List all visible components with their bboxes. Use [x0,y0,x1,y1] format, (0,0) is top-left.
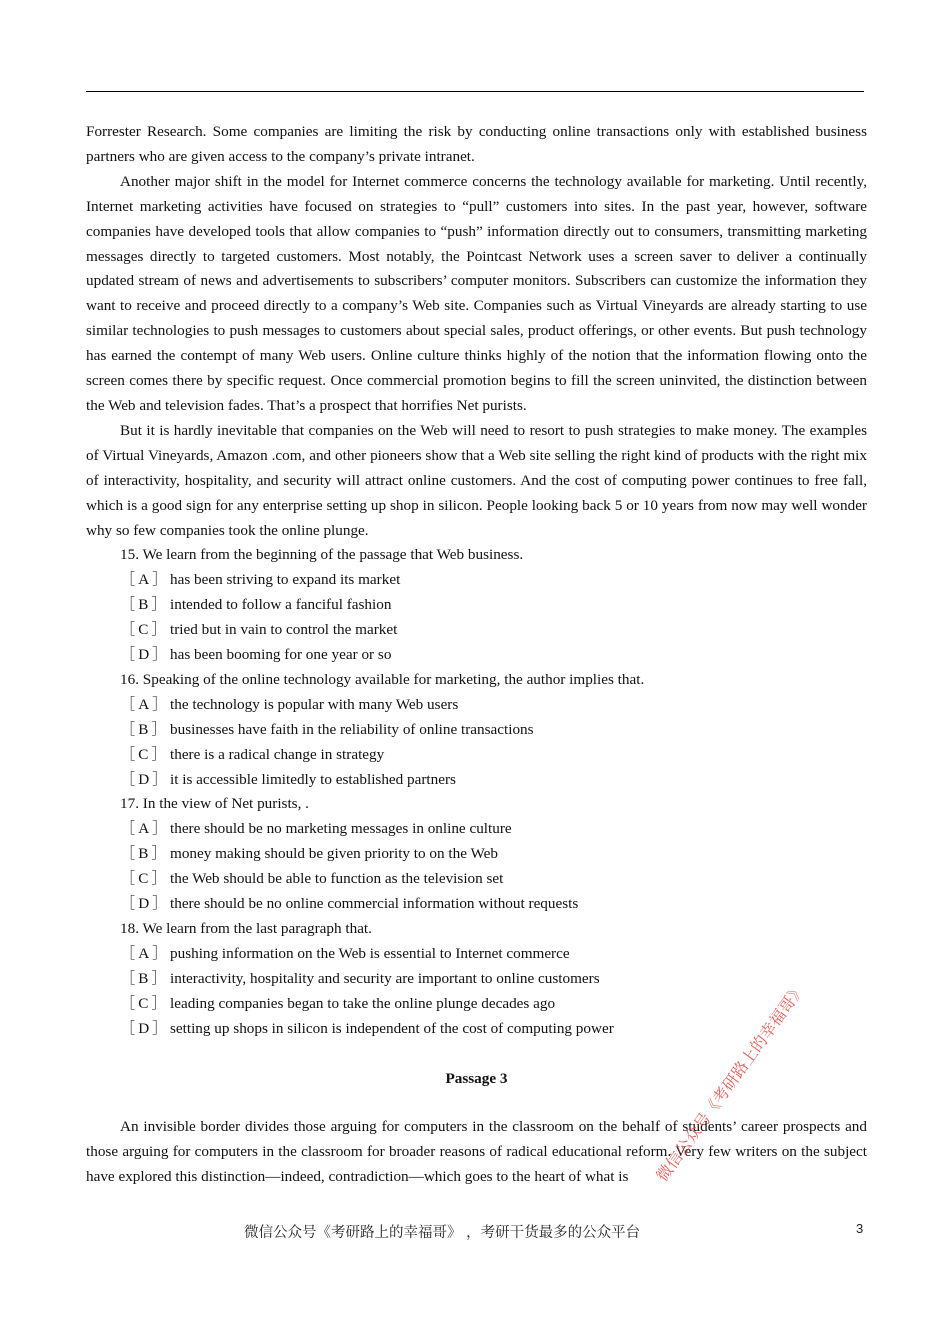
footer-text: 微信公众号《考研路上的幸福哥》 ，考研干货最多的公众平台 [244,1225,641,1241]
answer-option [86,817,867,842]
option-letter: ［A］ [120,695,171,713]
option-letter: ［B］ [120,969,170,987]
option-text: tried but in vain to control the market [170,621,398,639]
paragraph: An invisible border divides those arguing for computers in the classroom on the behalf of students’ career prospects and those arguing for computers in the classroom for broader reasons of radical educational reform. Very few writers on the subject have explored this distinction—indeed, contradiction—which goes to the heart of what is [86,1118,867,1186]
option-text: intended to follow a fanciful fashion [170,596,392,614]
answer-option [86,768,867,793]
option-letter: ［A］ [120,944,171,962]
option-letter: ［D］ [120,895,171,913]
option-letter: ［C］ [120,994,170,1012]
answer-option [86,842,867,867]
answer-option [86,942,867,967]
answer-option [86,967,867,992]
answer-option [86,618,867,643]
question-stem: 16. Speaking of the online technology available for marketing, the author implies that. [120,670,645,688]
option-letter: ［B］ [120,720,170,738]
option-letter: ［B］ [120,845,170,863]
option-letter: ［A］ [120,571,171,589]
option-letter: ［C］ [120,870,170,888]
option-text: setting up shops in silicon is independent of the cost of computing power [170,1019,614,1037]
answer-option [86,568,867,593]
question-stem: 15. We learn from the beginning of the passage that Web business. [120,546,524,564]
option-text: businesses have faith in the reliability of online transactions [170,720,534,738]
passage-title: Passage 3 [445,1069,508,1087]
answer-option [86,867,867,892]
option-letter: ［B］ [120,596,170,614]
answer-option [86,593,867,618]
page-number: 3 [856,1221,864,1236]
option-letter: ［D］ [120,646,171,664]
option-text: money making should be given priority to on the Web [170,845,498,863]
paragraph: Another major shift in the model for Internet commerce concerns the technology available for marketing. Until recently, Internet marketing activities have focused on strategies to “pull” customers into sites. In the past year, however, software companies have developed tools that allow companies to “push” information directly out to consumers, transmitting marketing messages directly to targeted customers. Most notably, the Pointcast Network uses a screen saver to deliver a continually updated stream of news and advertisements to subscribers’ computer monitors. Subscribers can customize the information they want to receive and proceed directly to a company’s Web site. Companies such as Virtual Vineyards are already starting to use similar technologies to push messages to customers about special sales, product offerings, or other events. But push technology has earned the contempt of many Web users. Online culture thinks highly of the notion that the information flowing onto the screen comes there by specific request. Once commercial promotion begins to fill the screen uninvited, the distinction between the Web and television fades. That’s a prospect that horrifies Net purists. [86,172,867,414]
answer-option [86,892,867,917]
page-body [86,120,867,1190]
option-text: pushing information on the Web is essential to Internet commerce [170,944,570,962]
option-text: there is a radical change in strategy [170,745,385,763]
option-text: it is accessible limitedly to established partners [170,770,456,788]
answer-option [86,743,867,768]
answer-option [86,992,867,1017]
header-rule [86,91,864,92]
paragraph: But it is hardly inevitable that companies on the Web will need to resort to push strategies to make money. The examples of Virtual Vineyards, Amazon .com, and other pioneers show that a Web site selling the right kind of products with the right mix of interactivity, hospitality, and security will attract online customers. And the cost of computing power continues to free fall, which is a good sign for any enterprise setting up shop in silicon. People looking back 5 or 10 years from now may well wonder why so few companies took the online plunge. [86,421,867,539]
option-letter: ［A］ [120,820,171,838]
option-text: has been striving to expand its market [170,571,401,589]
option-letter: ［C］ [120,745,170,763]
option-text: the Web should be able to function as the television set [170,870,504,888]
option-text: there should be no marketing messages in online culture [170,820,512,838]
option-text: the technology is popular with many Web users [170,695,459,713]
question-stem: 17. In the view of Net purists, . [120,795,309,813]
answer-option [86,643,867,668]
option-text: interactivity, hospitality and security are important to online customers [170,969,600,987]
answer-option [86,718,867,743]
option-letter: ［D］ [120,770,171,788]
option-text: there should be no online commercial information without requests [170,895,579,913]
watermark-stamp: 微信公众号《考研路上的幸福哥》 [652,979,809,1185]
option-text: leading companies began to take the online plunge decades ago [170,994,556,1012]
option-letter: ［C］ [120,621,170,639]
answer-option [86,693,867,718]
paragraph: Forrester Research. Some companies are limiting the risk by conducting online transactions only with established business partners who are given access to the company’s private intranet. [86,123,867,165]
option-letter: ［D］ [120,1019,171,1037]
question-stem: 18. We learn from the last paragraph that. [120,920,372,937]
option-text: has been booming for one year or so [170,646,392,664]
